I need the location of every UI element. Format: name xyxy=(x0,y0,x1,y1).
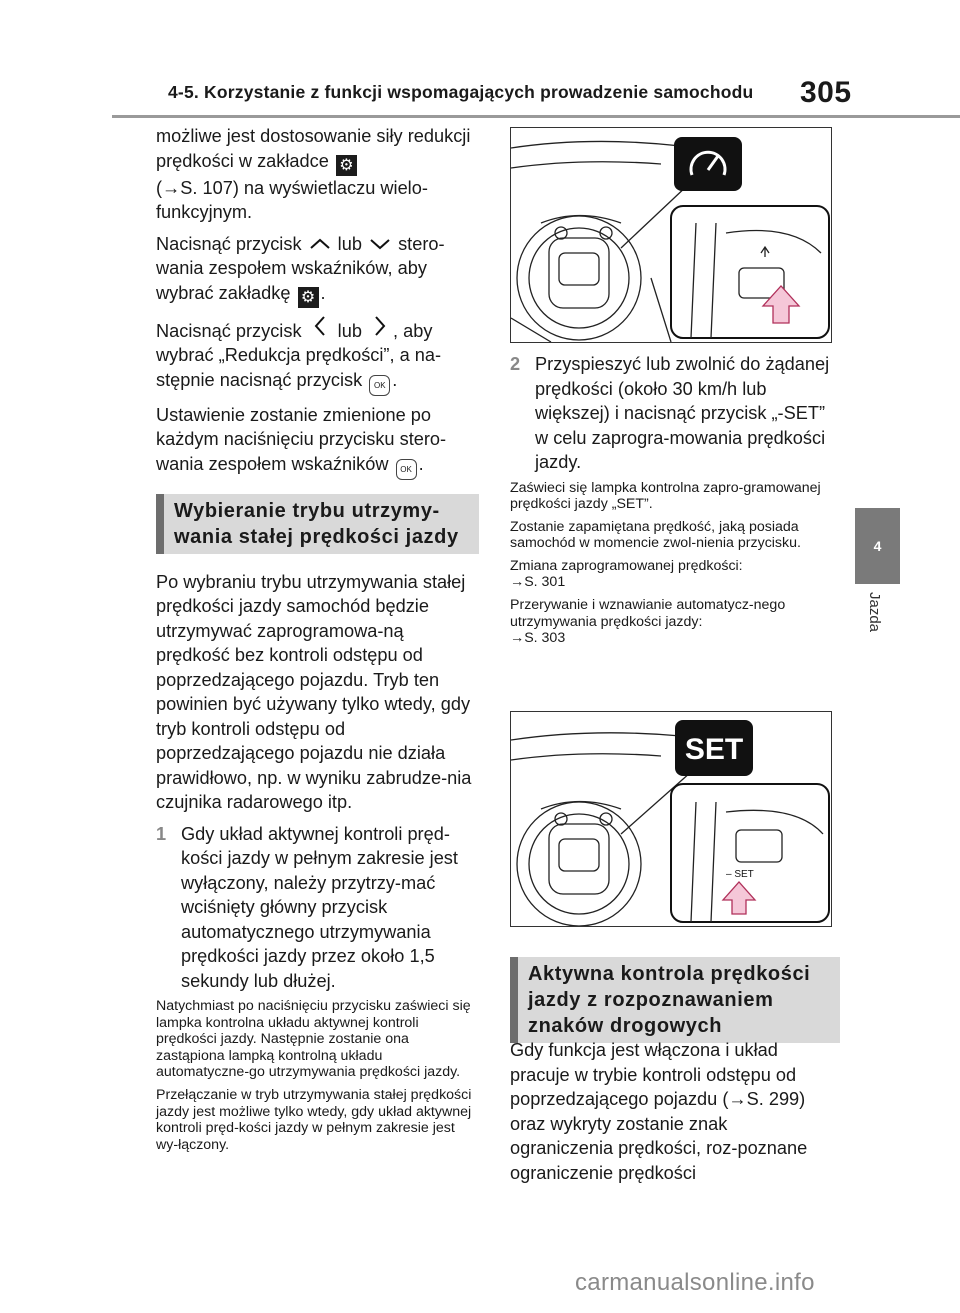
chevron-left-icon xyxy=(307,315,333,344)
gear-icon: ⚙ xyxy=(336,155,357,176)
note: Przełączanie w tryb utrzymywania stałej prędkości jazdy jest możliwe tylko wtedy, gdy układ aktywnej kontroli pręd-kości jazdy w pełnym zakresie jest wy-łączony. xyxy=(156,1086,472,1153)
figure-steering-wheel-main-switch xyxy=(510,127,832,343)
step-2 xyxy=(510,352,832,475)
chapter-label: Jazda xyxy=(866,592,883,633)
chevron-up-icon xyxy=(307,232,333,257)
chevron-down-icon xyxy=(367,232,393,257)
step-number: 1 xyxy=(156,823,167,844)
step-text: Gdy układ aktywnej kontroli pręd-kości jazdy w pełnym zakresie jest wyłączony, należy przytrzy-mać wciśnięty główny przycisk automatycznego utrzymywania prędkości jazdy przez około 1,5 sekundy lub dłużej. xyxy=(181,823,458,991)
set-button-label: – SET xyxy=(726,869,754,880)
step-1 xyxy=(156,822,479,994)
paragraph: Gdy funkcja jest włączona i układ pracuje w trybie kontroli odstępu od poprzedzającego pojazdu (→S. 299) oraz wykryty zostanie znak ograniczenia prędkości, roz-poznane ograniczenie prędkości xyxy=(510,1040,808,1183)
section-title: 4-5. Korzystanie z funkcji wspomagających prowadzenie samochodu xyxy=(168,82,754,102)
paragraph: Ustawienie zostanie zmienione po każdym naciśnięciu przycisku stero-wania zespołem wskaźników OK . xyxy=(156,403,479,480)
section-heading: Wybieranie trybu utrzymy-wania stałej prędkości jazdy xyxy=(156,494,479,554)
note: Zaświeci się lampka kontrolna zapro-gramowanej prędkości jazdy „SET”. xyxy=(510,479,821,513)
step-number: 2 xyxy=(510,354,521,374)
figure-steering-wheel-set-switch xyxy=(510,711,832,927)
ok-button-icon: OK xyxy=(396,459,417,480)
page-reference[interactable]: →S. 303 xyxy=(510,630,566,647)
header-rule xyxy=(112,115,960,118)
paragraph: Nacisnąć przycisk lub , aby wybrać „Redukcja prędkości”, a na-stępnie nacisnąć przycisk OK . xyxy=(156,315,479,396)
note: Przerywanie i wznawianie automatycz-nego utrzymywania prędkości jazdy: →S. 303 xyxy=(510,597,786,647)
ok-button-icon: OK xyxy=(369,375,390,396)
paragraph: Nacisnąć przycisk lub stero-wania zespołem wskaźników, aby wybrać zakładkę ⚙ . xyxy=(156,233,445,306)
section-heading: Aktywna kontrola prędkości jazdy z rozpoznawaniem znaków drogowych xyxy=(510,957,840,1043)
page-reference[interactable]: →S. 301 xyxy=(510,574,566,591)
right-column-bottom xyxy=(510,1038,832,1192)
speedometer-icon xyxy=(674,137,742,191)
gear-icon: ⚙ xyxy=(298,287,319,308)
note: Zostanie zapamiętana prędkość, jaką posiada samochód w momencie zwol-nienia przycisku. xyxy=(510,518,801,552)
step-text: Przyspieszyć lub zwolnić do żądanej prędkości (około 30 km/h lub większej) i nacisnąć przycisk „-SET” w celu zaprogra-mowania prędkości jazdy. xyxy=(535,354,830,472)
right-column xyxy=(510,352,832,653)
paragraph: Po wybraniu trybu utrzymywania stałej prędkości jazdy samochód będzie utrzymywać zaprogramowa-ną prędkość bez kontroli odstępu od poprzedzającego pojazdu. Tryb ten powinien być używany tylko wtedy, gdy tryb kontroli odstępu od poprzedzającego pojazdu nie działa prawidłowo, np. w wyniku zabrudze-nia czujnika radarowego itp. xyxy=(156,571,472,812)
set-callout: SET xyxy=(684,733,744,766)
chevron-right-icon xyxy=(367,315,393,344)
note: Natychmiast po naciśnięciu przycisku zaświeci się lampka kontrolna układu aktywnej kontroli prędkości jazdy. Następnie zostanie ona zastąpiona lampką kontrolną układu automatyczne-go utrzymywania prędkości jazdy. xyxy=(156,998,471,1081)
watermark: carmanualsonline.info xyxy=(575,1269,815,1296)
page-number: 305 xyxy=(800,76,852,109)
chapter-tab: 4 xyxy=(855,508,900,584)
paragraph: możliwe jest dostosowanie siły redukcji prędkości w zakładce ⚙ (→S. 107) na wyświetlaczu wielo-funkcyjnym. xyxy=(156,126,471,222)
left-column xyxy=(156,124,479,1159)
note: Zmiana zaprogramowanej prędkości: →S. 301 xyxy=(510,557,743,591)
